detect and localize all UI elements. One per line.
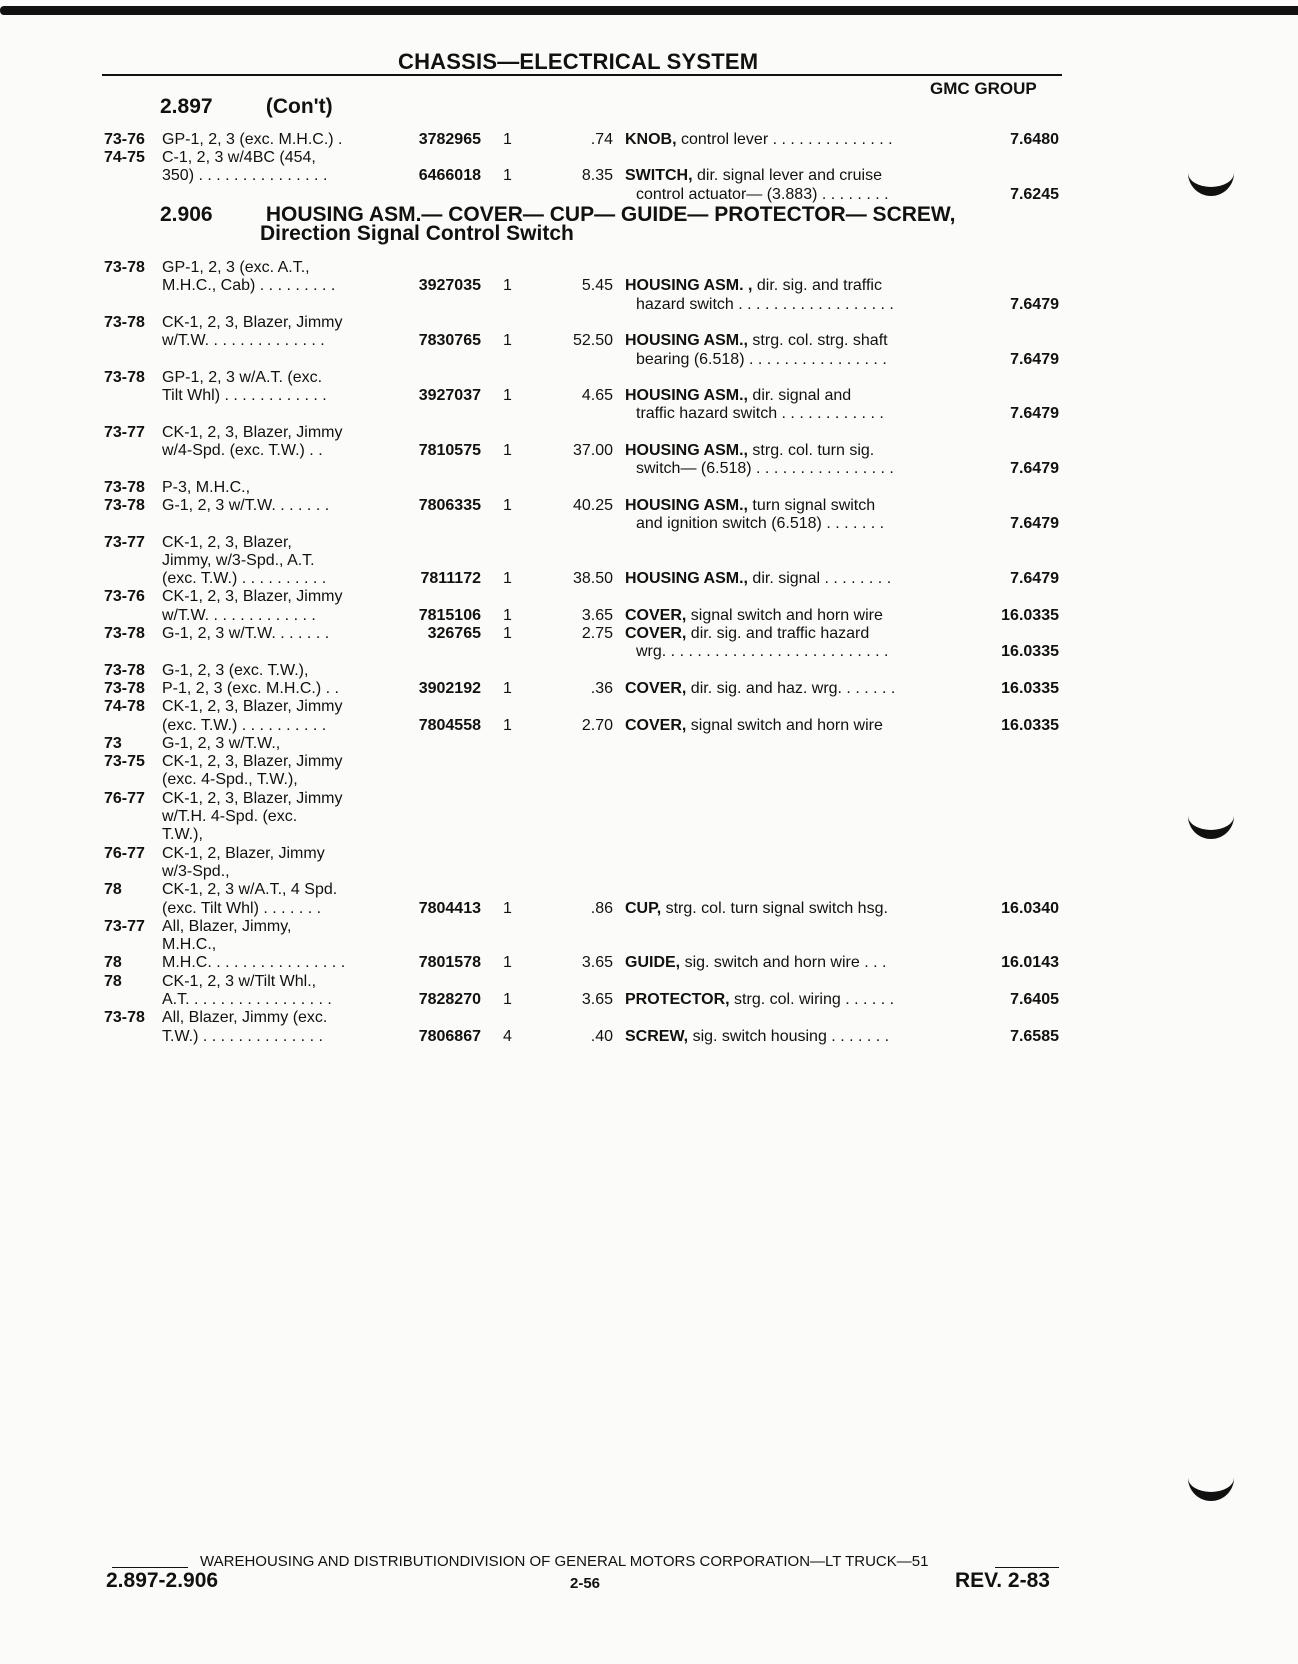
model-year: 73-76 bbox=[104, 588, 145, 606]
part-number: 7811172 bbox=[420, 570, 481, 588]
application-text: w/3-Spd., bbox=[162, 862, 230, 880]
part-number: 3782965 bbox=[418, 131, 481, 148]
page-title: CHASSIS—ELECTRICAL SYSTEM bbox=[398, 49, 759, 74]
list-price: .36 bbox=[590, 679, 613, 697]
model-year: 78 bbox=[104, 972, 122, 990]
model-year: 73-77 bbox=[104, 533, 145, 551]
group-number: 7.6480 bbox=[1010, 131, 1059, 148]
part-name: COVER, bbox=[625, 679, 691, 697]
top-border bbox=[0, 6, 1298, 15]
application-text: P-3, M.H.C., bbox=[162, 478, 251, 496]
model-year: 73-76 bbox=[104, 131, 145, 148]
group-column-header: GMC GROUP bbox=[930, 79, 1037, 98]
part-name: COVER, bbox=[625, 625, 691, 642]
footer-publisher: WAREHOUSING AND DISTRIBUTIONDIVISION OF GENERAL MOTORS CORPORATION—LT TRUCK—51 bbox=[200, 1553, 929, 1570]
part-number: 3902192 bbox=[418, 679, 481, 697]
binder-clip-mark bbox=[1188, 165, 1234, 196]
application-text: G-1, 2, 3 w/T.W., bbox=[162, 734, 281, 752]
part-description: COVER, signal switch and horn wire bbox=[625, 716, 883, 734]
part-description-continued: traffic hazard switch . . . . . . . . . . . . bbox=[636, 405, 884, 423]
part-number: 7806867 bbox=[418, 1027, 481, 1045]
part-number: 7810575 bbox=[418, 442, 481, 459]
application-text: GP-1, 2, 3 w/A.T. (exc. bbox=[162, 368, 323, 386]
part-number: 7806335 bbox=[418, 496, 481, 514]
part-name: PROTECTOR, bbox=[625, 991, 735, 1008]
list-price: .86 bbox=[590, 899, 613, 917]
application-text: P-1, 2, 3 (exc. M.H.C.) . . bbox=[162, 679, 339, 697]
part-description: COVER, dir. sig. and haz. wrg. . . . . . . bbox=[625, 679, 896, 697]
model-year: 78 bbox=[104, 954, 122, 972]
part-number: 7804558 bbox=[418, 716, 481, 734]
part-name: CUP, bbox=[625, 899, 666, 917]
application-text: M.H.C. . . . . . . . . . . . . . . . bbox=[162, 954, 346, 972]
model-year: 73-77 bbox=[104, 423, 145, 441]
list-price: 4.65 bbox=[581, 387, 613, 405]
group-number: 7.6479 bbox=[1010, 405, 1059, 423]
part-description: PROTECTOR, strg. col. wiring . . . . . . bbox=[625, 991, 895, 1008]
model-year: 73-78 bbox=[104, 496, 145, 514]
quantity: 1 bbox=[503, 570, 512, 588]
part-number: 326765 bbox=[427, 625, 481, 642]
binder-clip-mark bbox=[1188, 808, 1234, 839]
section-number: 2.897 bbox=[160, 95, 213, 118]
model-year: 73-77 bbox=[104, 917, 145, 935]
group-number: 7.6479 bbox=[1010, 515, 1059, 533]
list-price: 3.65 bbox=[581, 954, 613, 972]
application-text: Jimmy, w/3-Spd., A.T. bbox=[162, 551, 315, 569]
application-text: w/T.H. 4-Spd. (exc. bbox=[162, 808, 298, 825]
application-text: CK-1, 2, 3 w/Tilt Whl., bbox=[162, 972, 317, 990]
model-year: 73-78 bbox=[104, 1009, 145, 1027]
footer-page-number: 2-56 bbox=[570, 1575, 601, 1592]
application-text: (exc. Tilt Whl) . . . . . . . bbox=[162, 899, 322, 917]
list-price: 2.70 bbox=[581, 716, 613, 734]
list-price: 52.50 bbox=[572, 332, 613, 350]
application-text: (exc. T.W.) . . . . . . . . . . bbox=[162, 570, 327, 588]
model-year: 78 bbox=[104, 881, 122, 899]
part-name: HOUSING ASM. , bbox=[625, 277, 757, 295]
group-number: 7.6479 bbox=[1010, 295, 1059, 313]
group-number: 16.0335 bbox=[1001, 679, 1059, 697]
part-number: 3927037 bbox=[418, 387, 481, 405]
group-number: 16.0335 bbox=[1001, 643, 1059, 661]
application-text: w/T.W. . . . . . . . . . . . . bbox=[162, 606, 316, 624]
application-text: CK-1, 2, 3 w/A.T., 4 Spd. bbox=[162, 881, 338, 899]
part-name: SCREW, bbox=[625, 1027, 693, 1045]
part-name: HOUSING ASM., bbox=[625, 496, 753, 514]
application-text: T.W.) . . . . . . . . . . . . . . bbox=[162, 1027, 323, 1045]
quantity: 1 bbox=[503, 496, 512, 514]
section-number: 2.906 bbox=[160, 203, 213, 226]
group-number: 7.6585 bbox=[1010, 1027, 1059, 1045]
part-number: 3927035 bbox=[418, 277, 481, 295]
application-text: All, Blazer, Jimmy, bbox=[162, 917, 292, 935]
model-year: 73-78 bbox=[104, 478, 145, 496]
list-price: .74 bbox=[590, 131, 613, 148]
group-number: 7.6405 bbox=[1010, 991, 1059, 1008]
part-description-continued: switch— (6.518) . . . . . . . . . . . . . . . . bbox=[636, 460, 894, 478]
application-text: C-1, 2, 3 w/4BC (454, bbox=[162, 149, 316, 167]
group-number: 7.6479 bbox=[1010, 350, 1059, 368]
quantity: 1 bbox=[503, 625, 512, 642]
quantity: 1 bbox=[503, 954, 512, 972]
footer-section-range: 2.897-2.906 bbox=[106, 1569, 219, 1592]
application-text: T.W.), bbox=[162, 826, 203, 844]
footer-revision: REV. 2-83 bbox=[955, 1569, 1050, 1592]
group-number: 16.0335 bbox=[1001, 606, 1059, 624]
quantity: 4 bbox=[503, 1027, 512, 1045]
model-year: 73-78 bbox=[104, 313, 145, 331]
part-description-continued: hazard switch . . . . . . . . . . . . . . . . . . bbox=[636, 295, 894, 313]
application-text: M.H.C., Cab) . . . . . . . . . bbox=[162, 277, 336, 295]
part-name: GUIDE, bbox=[625, 954, 685, 972]
binder-clip-mark bbox=[1188, 1470, 1234, 1501]
part-description: HOUSING ASM., dir. signal . . . . . . . . bbox=[625, 570, 892, 588]
quantity: 1 bbox=[503, 387, 512, 405]
model-year: 73-78 bbox=[104, 679, 145, 697]
list-price: 2.75 bbox=[581, 625, 613, 642]
model-year: 73-78 bbox=[104, 661, 145, 679]
list-price: 38.50 bbox=[572, 570, 613, 588]
part-description: HOUSING ASM. , dir. sig. and traffic bbox=[625, 277, 882, 295]
part-name: HOUSING ASM., bbox=[625, 570, 753, 588]
part-number: 6466018 bbox=[418, 167, 481, 185]
part-number: 7828270 bbox=[418, 991, 481, 1008]
application-text: w/4-Spd. (exc. T.W.) . . bbox=[162, 442, 323, 459]
part-description: SWITCH, dir. signal lever and cruise bbox=[625, 167, 882, 185]
model-year: 76-77 bbox=[104, 844, 145, 862]
part-description-continued: control actuator— (3.883) . . . . . . . . bbox=[636, 185, 889, 203]
section-2897-heading bbox=[160, 95, 333, 119]
list-price: 5.45 bbox=[581, 277, 613, 295]
quantity: 1 bbox=[503, 716, 512, 734]
quantity: 1 bbox=[503, 606, 512, 624]
application-text: CK-1, 2, 3, Blazer, Jimmy bbox=[162, 313, 343, 331]
quantity: 1 bbox=[503, 332, 512, 350]
list-price: 40.25 bbox=[572, 496, 613, 514]
part-number: 7815106 bbox=[418, 606, 481, 624]
model-year: 74-75 bbox=[104, 149, 145, 167]
quantity: 1 bbox=[503, 991, 512, 1008]
application-text: Tilt Whl) . . . . . . . . . . . . bbox=[162, 387, 327, 405]
model-year: 73-78 bbox=[104, 259, 145, 276]
part-description: SCREW, sig. switch housing . . . . . . . bbox=[625, 1027, 890, 1045]
part-description: HOUSING ASM., strg. col. strg. shaft bbox=[625, 332, 888, 350]
list-price: 3.65 bbox=[581, 606, 613, 624]
group-number: 16.0143 bbox=[1001, 954, 1059, 972]
part-description-continued: and ignition switch (6.518) . . . . . . . bbox=[636, 515, 885, 533]
group-number: 16.0335 bbox=[1001, 716, 1059, 734]
part-name: KNOB, bbox=[625, 131, 681, 148]
part-name: COVER, bbox=[625, 606, 691, 624]
model-year: 76-77 bbox=[104, 789, 145, 807]
quantity: 1 bbox=[503, 899, 512, 917]
footer-rule-right bbox=[995, 1567, 1059, 1568]
application-text: M.H.C., bbox=[162, 936, 217, 954]
application-text: CK-1, 2, 3, Blazer, Jimmy bbox=[162, 588, 343, 606]
part-description: COVER, signal switch and horn wire bbox=[625, 606, 883, 624]
application-text: A.T. . . . . . . . . . . . . . . . . bbox=[162, 991, 332, 1008]
group-number: 7.6479 bbox=[1010, 570, 1059, 588]
part-number: 7801578 bbox=[418, 954, 481, 972]
part-name: HOUSING ASM., bbox=[625, 442, 753, 459]
quantity: 1 bbox=[503, 167, 512, 185]
part-description: HOUSING ASM., dir. signal and bbox=[625, 387, 852, 405]
application-text: (exc. 4-Spd., T.W.), bbox=[162, 771, 298, 789]
section-label: (Con't) bbox=[265, 95, 333, 118]
application-text: CK-1, 2, Blazer, Jimmy bbox=[162, 844, 325, 862]
footer-rule-left bbox=[112, 1567, 188, 1568]
part-description-continued: wrg. . . . . . . . . . . . . . . . . . . . . . . . . . bbox=[636, 643, 889, 661]
group-number: 16.0340 bbox=[1001, 899, 1059, 917]
model-year: 73 bbox=[104, 734, 122, 752]
part-description: KNOB, control lever . . . . . . . . . . . . . . bbox=[625, 131, 893, 148]
title-rule bbox=[102, 74, 1062, 76]
application-text: CK-1, 2, 3, Blazer, Jimmy bbox=[162, 698, 343, 716]
application-text: G-1, 2, 3 (exc. T.W.), bbox=[162, 661, 309, 679]
quantity: 1 bbox=[503, 442, 512, 459]
application-text: 350) . . . . . . . . . . . . . . . bbox=[162, 167, 328, 185]
part-name: COVER, bbox=[625, 716, 691, 734]
quantity: 1 bbox=[503, 277, 512, 295]
application-text: CK-1, 2, 3, Blazer, bbox=[162, 533, 292, 551]
quantity: 1 bbox=[503, 679, 512, 697]
part-name: SWITCH, bbox=[625, 167, 697, 185]
quantity: 1 bbox=[503, 131, 512, 148]
part-description: HOUSING ASM., strg. col. turn sig. bbox=[625, 442, 875, 459]
application-text: CK-1, 2, 3, Blazer, Jimmy bbox=[162, 753, 343, 771]
section-label: HOUSING ASM.— COVER— CUP— GUIDE— PROTECTOR— SCREW, bbox=[265, 203, 956, 226]
application-text: w/T.W. . . . . . . . . . . . . . bbox=[162, 332, 325, 350]
model-year: 73-75 bbox=[104, 753, 145, 771]
list-price: .40 bbox=[590, 1027, 613, 1045]
list-price: 37.00 bbox=[572, 442, 613, 459]
model-year: 74-78 bbox=[104, 698, 145, 716]
application-text: (exc. T.W.) . . . . . . . . . . bbox=[162, 716, 327, 734]
application-text: G-1, 2, 3 w/T.W. . . . . . . bbox=[162, 496, 330, 514]
part-description: COVER, dir. sig. and traffic hazard bbox=[625, 625, 870, 642]
model-year: 73-78 bbox=[104, 625, 145, 642]
part-name: HOUSING ASM., bbox=[625, 332, 753, 350]
list-price: 8.35 bbox=[581, 167, 613, 185]
part-description: HOUSING ASM., turn signal switch bbox=[625, 496, 876, 514]
part-description: GUIDE, sig. switch and horn wire . . . bbox=[625, 954, 887, 972]
part-description: CUP, strg. col. turn signal switch hsg. bbox=[625, 899, 888, 917]
application-text: CK-1, 2, 3, Blazer, Jimmy bbox=[162, 423, 343, 441]
application-text: GP-1, 2, 3 (exc. A.T., bbox=[162, 259, 310, 276]
group-number: 7.6479 bbox=[1010, 460, 1059, 478]
section-subtitle: Direction Signal Control Switch bbox=[260, 222, 574, 245]
part-number: 7804413 bbox=[418, 899, 481, 917]
part-number: 7830765 bbox=[418, 332, 481, 350]
application-text: G-1, 2, 3 w/T.W. . . . . . . bbox=[162, 625, 330, 642]
model-year: 73-78 bbox=[104, 368, 145, 386]
application-text: GP-1, 2, 3 (exc. M.H.C.) . bbox=[162, 131, 343, 148]
group-number: 7.6245 bbox=[1010, 185, 1059, 203]
list-price: 3.65 bbox=[581, 991, 613, 1008]
application-text: All, Blazer, Jimmy (exc. bbox=[162, 1009, 328, 1027]
part-name: HOUSING ASM., bbox=[625, 387, 753, 405]
part-description-continued: bearing (6.518) . . . . . . . . . . . . . . . . bbox=[636, 350, 887, 368]
application-text: CK-1, 2, 3, Blazer, Jimmy bbox=[162, 789, 343, 807]
